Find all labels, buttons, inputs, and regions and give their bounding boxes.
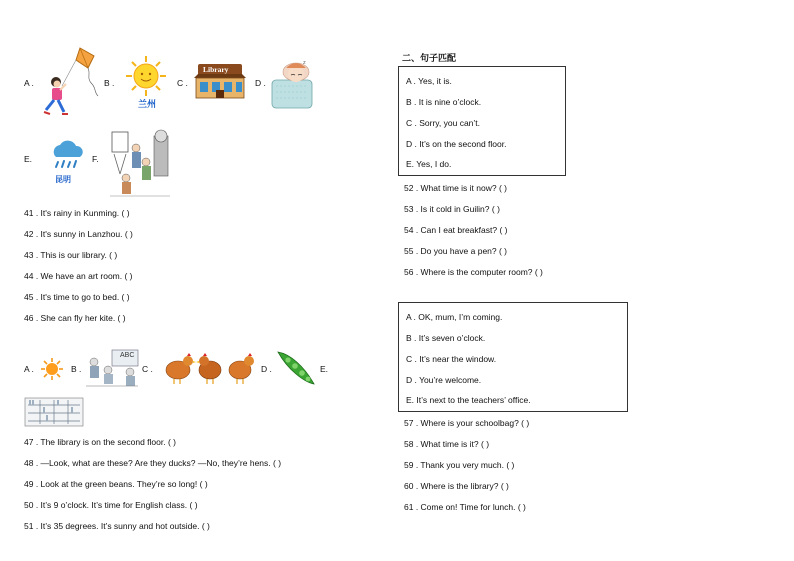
option-a-2: A . OK, mum, I’m coming. [406,312,503,322]
label-b-2: B . [71,364,82,374]
section-heading: 二、句子匹配 [402,53,457,63]
question-60: 60 . Where is the library? ( ) [404,481,509,491]
hens-picture [160,350,256,386]
question-61: 61 . Come on! Time for lunch. ( ) [404,502,526,512]
girl-in-bed-picture [270,56,316,112]
kite-girl-picture [36,46,102,118]
library-sign: Library [203,65,229,74]
question-52: 52 . What time is it now? ( ) [404,183,507,193]
question-56: 56 . Where is the computer room? ( ) [404,267,543,277]
option-d-2: D . You’re welcome. [406,375,482,385]
option-d: D . It’s on the second floor. [406,139,507,149]
options-box-1 [398,66,566,176]
question-53: 53 . Is it cold in Guilin? ( ) [404,204,500,214]
option-b-2: B . It’s seven o’clock. [406,333,486,343]
question-51: 51 . It’s 35 degrees. It’s sunny and hot outside. ( ) [24,521,210,531]
question-57: 57 . Where is your schoolbag? ( ) [404,418,530,428]
option-c-2: C . It’s near the window. [406,354,497,364]
question-59: 59 . Thank you very much. ( ) [404,460,515,470]
option-e-2: E. It’s next to the teachers’ office. [406,395,531,405]
label-b: B . [104,78,115,88]
question-54: 54 . Can I eat breakfast? ( ) [404,225,508,235]
question-58: 58 . What time is it? ( ) [404,439,490,449]
rain-caption: 昆明 [55,175,71,184]
label-f: F. [92,154,99,164]
green-beans-picture [274,348,318,388]
label-c-2: C . [142,364,153,374]
question-42: 42 . It's sunny in Lanzhou. ( ) [24,229,133,239]
label-e: E. [24,154,33,164]
label-a-2: A . [24,364,34,374]
question-43: 43 . This is our library. ( ) [24,250,118,260]
question-44: 44 . We have an art room. ( ) [24,271,133,281]
question-48: 48 . —Look, what are these? Are they ducks? —No, they’re hens. ( ) [24,458,282,468]
question-55: 55 . Do you have a pen? ( ) [404,246,508,256]
question-45: 45 . It's time to go to bed. ( ) [24,292,130,302]
label-d: D . [255,78,266,88]
question-49: 49 . Look at the green beans. They’re so long! ( ) [24,479,208,489]
option-c: C . Sorry, you can’t. [406,118,481,128]
label-d-2: D . [261,364,272,374]
svg-text:z: z [303,60,306,66]
sun-caption: 兰州 [138,99,157,109]
art-room-picture [106,126,178,200]
question-46: 46 . She can fly her kite. ( ) [24,313,126,323]
rain-cloud-icon [48,136,86,174]
label-a: A . [24,78,34,88]
question-47: 47 . The library is on the second floor. ( ) [24,437,176,447]
library-shelves-picture [24,397,84,427]
option-a: A . Yes, it is. [406,76,452,86]
label-e-2: E. [320,364,329,374]
board-text: ABC [120,352,135,359]
sun-icon-small [40,357,64,381]
sun-icon [124,54,168,98]
option-e: E. Yes, I do. [406,159,452,169]
question-41: 41 . It's rainy in Kunming. ( ) [24,208,130,218]
option-b: B . It is nine o’clock. [406,97,482,107]
question-50: 50 . It’s 9 o’clock. It’s time for English class. ( ) [24,500,198,510]
label-c: C . [177,78,188,88]
options-box-2 [398,302,628,412]
